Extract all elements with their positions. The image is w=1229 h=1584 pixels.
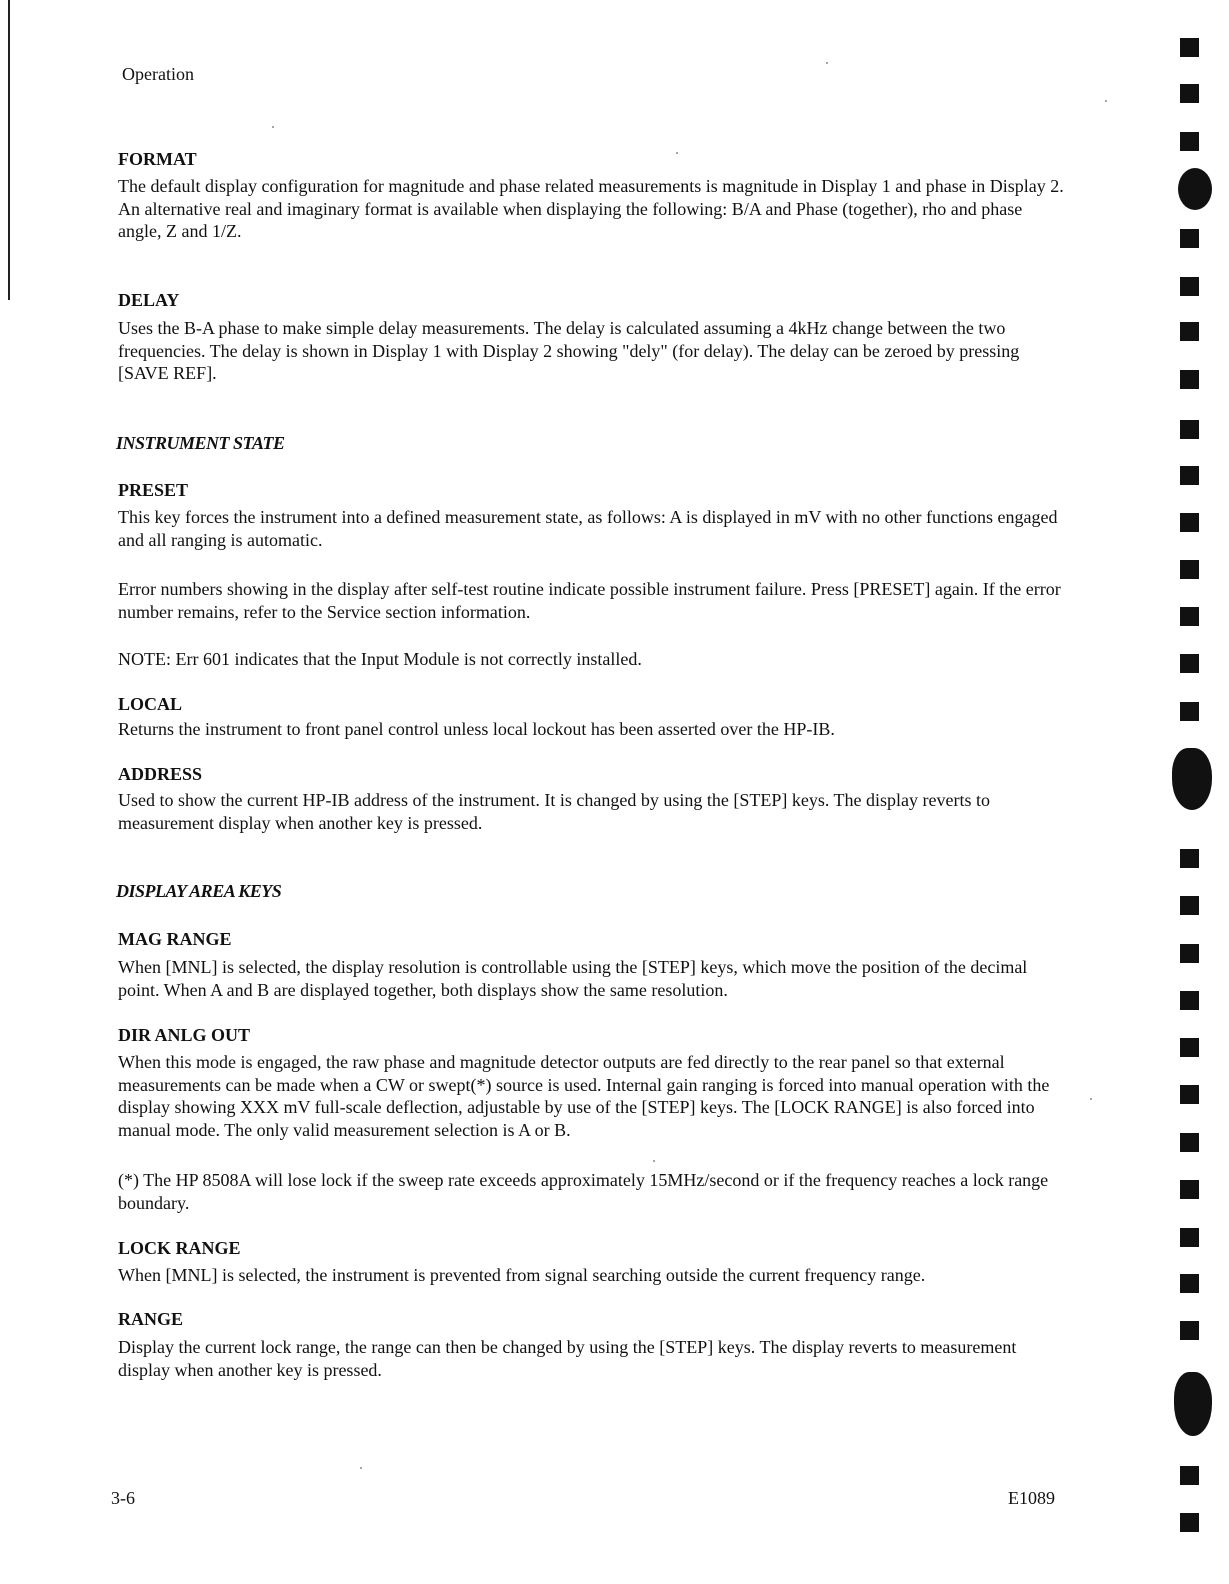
binding-mark [1180,277,1199,296]
binding-mark [1180,1513,1199,1532]
binding-hole [1174,1372,1212,1436]
binding-mark [1180,466,1199,485]
section-heading-lock-range: LOCK RANGE [118,1238,241,1258]
scan-speck [1105,100,1107,102]
footnote-sweep-lock: (*) The HP 8508A will lose lock if the sweep rate exceeds approximately 15MHz/second or if the frequency reaches a lock range boundary. [118,1170,1049,1213]
binding-mark [1180,560,1199,579]
section-text-dir-anlg-out: When this mode is engaged, the raw phase and magnitude detector outputs are fed directly to the rear panel so that external measurements can be made when a CW or swept(*) source is used. Internal gain ranging is forced into manual operation with the display showing XXX mV full-scale deflection, adjustable by use of the [STEP] keys. The [LOCK RANGE] is also forced into manual mode. The only valid measurement selection is A or B. [118,1052,1050,1140]
scan-speck [676,152,678,154]
section-heading-range: RANGE [118,1309,184,1329]
section-heading-preset: PRESET [118,480,189,500]
binding-mark [1180,84,1199,103]
section-heading-mag-range: MAG RANGE [118,929,232,949]
group-heading-instrument-state: INSTRUMENT STATE [116,433,285,453]
binding-mark [1180,370,1199,389]
section-heading-address: ADDRESS [118,764,203,784]
section-heading-format: FORMAT [118,149,197,169]
section-text-preset-errors: Error numbers showing in the display after self-test routine indicate possible instrument failure. Press [PRESET] again. If the error number remains, refer to the Service section information. [118,579,1061,622]
section-text-address: Used to show the current HP-IB address of the instrument. It is changed by using the [STEP] keys. The display reverts to measurement display when another key is pressed. [118,790,991,833]
binding-mark [1180,1038,1199,1057]
scan-speck [826,62,828,64]
binding-mark [1180,607,1199,626]
binding-mark [1180,132,1199,151]
binding-mark [1180,702,1199,721]
section-text-delay: Uses the B-A phase to make simple delay measurements. The delay is calculated assuming a 4kHz change between the two frequencies. The delay is shown in Display 1 with Display 2 showing "dely" (for delay). The delay can be zeroed by pressing [SAVE REF]. [118,318,1020,383]
section-text-range: Display the current lock range, the range can then be changed by using the [STEP] keys. The display reverts to measurement display when another key is pressed. [118,1337,1017,1380]
note-err-601: NOTE: Err 601 indicates that the Input Module is not correctly installed. [118,649,642,669]
scan-speck [1090,1098,1092,1100]
binding-mark [1180,322,1199,341]
section-heading-delay: DELAY [118,290,180,310]
binding-mark [1180,1180,1199,1199]
binding-mark [1180,1133,1199,1152]
scan-speck [272,126,274,128]
binding-mark [1180,1228,1199,1247]
document-code: E1089 [1008,1488,1055,1508]
binding-mark [1180,896,1199,915]
running-head: Operation [122,64,194,84]
page-number: 3-6 [111,1488,135,1508]
section-text-format: The default display configuration for magnitude and phase related measurements is magnitude in Display 1 and phase in Display 2. An alternative real and imaginary format is available when displaying the following: B/A and Phase (together), rho and phase angle, Z and 1/Z. [118,176,1064,241]
binding-mark [1180,1085,1199,1104]
section-text-lock-range: When [MNL] is selected, the instrument is prevented from signal searching outside the current frequency range. [118,1265,926,1285]
binding-mark [1180,513,1199,532]
binding-rule [8,0,10,300]
binding-mark [1180,849,1199,868]
binding-mark [1180,229,1199,248]
binding-mark [1180,944,1199,963]
section-text-local: Returns the instrument to front panel control unless local lockout has been asserted over the HP-IB. [118,719,835,739]
binding-mark [1180,1321,1199,1340]
binding-mark [1180,654,1199,673]
binding-mark [1180,38,1199,57]
binding-mark [1180,1274,1199,1293]
binding-hole [1178,168,1212,210]
group-heading-display-area-keys: DISPLAY AREA KEYS [116,881,282,901]
binding-hole [1172,748,1212,810]
scan-speck [360,1467,362,1469]
section-heading-dir-anlg-out: DIR ANLG OUT [118,1025,251,1045]
section-heading-local: LOCAL [118,694,183,714]
binding-mark [1180,420,1199,439]
section-text-mag-range: When [MNL] is selected, the display resolution is controllable using the [STEP] keys, which move the position of the decimal point. When A and B are displayed together, both displays show the same resolution. [118,957,1028,1000]
binding-mark [1180,991,1199,1010]
scan-speck [653,1160,655,1162]
section-text-preset: This key forces the instrument into a defined measurement state, as follows: A is displayed in mV with no other functions engaged and all ranging is automatic. [118,507,1058,550]
binding-mark [1180,1466,1199,1485]
